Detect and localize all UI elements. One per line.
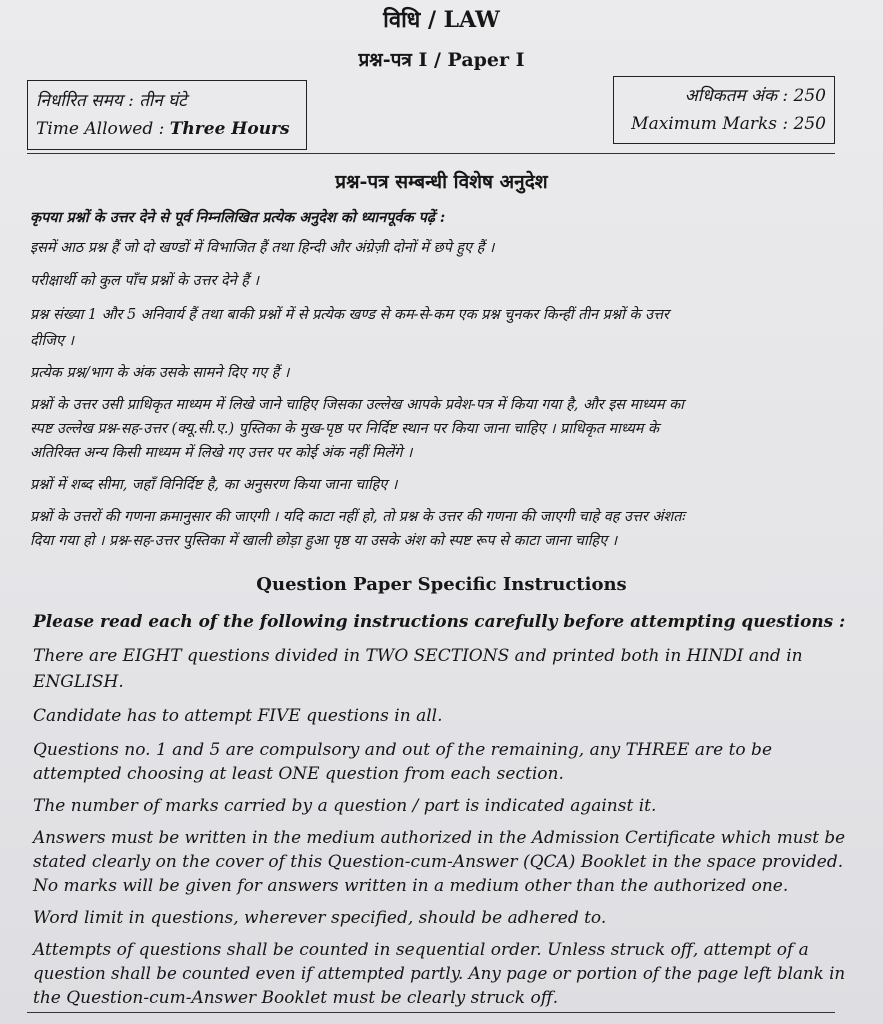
hindi-line: दिया गया हो । प्रश्न-सह-उत्तर पुस्तिका में खाली छोड़ा हुआ पृष्ठ या उसके अंश को स्पष्ट रूप से काटा जाना चाहिए ।: [30, 533, 618, 549]
hindi-line: इसमें आठ प्रश्न हैं जो दो खण्डों में विभाजित हैं तथा हिन्दी और अंग्रेज़ी दोनों में छपे हुए हैं ।: [30, 240, 495, 256]
time-allowed-box: [27, 80, 307, 150]
header-divider: [27, 153, 835, 154]
maximum-marks-box: [613, 76, 835, 144]
time-allowed-english: [36, 115, 298, 143]
subject-title: विधि / LAW: [383, 7, 500, 33]
english-lead: Please read each of the following instructions carefully before attempting questions :: [33, 612, 846, 632]
english-line: Word limit in questions, wherever specified, should be adhered to.: [33, 908, 607, 928]
time-allowed-value: Three Hours: [169, 119, 290, 139]
english-line: There are EIGHT questions divided in TWO SECTIONS and printed both in HINDI and in: [33, 646, 803, 666]
english-line: Attempts of questions shall be counted in sequential order. Unless struck off, attempt of a: [33, 940, 809, 960]
english-line: Questions no. 1 and 5 are compulsory and out of the remaining, any THREE are to be: [33, 740, 773, 760]
english-line: stated clearly on the cover of this Question-cum-Answer (QCA) Booklet in the space provided.: [33, 852, 844, 872]
english-line: the Question-cum-Answer Booklet must be clearly struck off.: [33, 988, 559, 1008]
english-line: No marks will be given for answers written in a medium other than the authorized one.: [33, 876, 789, 896]
hindi-line: अतिरिक्त अन्य किसी माध्यम में लिखे गए उत्तर पर कोई अंक नहीं मिलेंगे ।: [30, 445, 413, 461]
english-line: attempted choosing at least ONE question from each section.: [33, 764, 564, 784]
maximum-marks-english: Maximum Marks : 250: [631, 114, 826, 134]
english-line: Answers must be written in the medium authorized in the Admission Certificate which must be: [33, 828, 846, 848]
hindi-line: प्रश्नों में शब्द सीमा, जहाँ विनिर्दिष्ट है, का अनुसरण किया जाना चाहिए ।: [30, 477, 398, 493]
english-line: Candidate has to attempt FIVE questions in all.: [33, 706, 443, 726]
hindi-instructions-heading: प्रश्न-पत्र सम्बन्धी विशेष अनुदेश: [335, 171, 548, 193]
hindi-line: परीक्षार्थी को कुल पाँच प्रश्नों के उत्तर देने हैं ।: [30, 273, 259, 289]
hindi-line: प्रश्नों के उत्तर उसी प्राधिकृत माध्यम में लिखे जाने चाहिए जिसका उल्लेख आपके प्रवेश-पत्र में किया गया है, और इस माध्यम का: [30, 397, 684, 413]
maximum-marks-hindi: अधिकतम अंक : 250: [684, 86, 826, 106]
english-line: ENGLISH.: [33, 672, 124, 692]
time-allowed-label: Time Allowed :: [36, 119, 170, 139]
english-line: question shall be counted even if attempted partly. Any page or portion of the page left blank in: [33, 964, 846, 984]
footer-divider: [27, 1012, 835, 1013]
paper-title: प्रश्न-पत्र I / Paper I: [358, 49, 525, 71]
time-allowed-hindi: निर्धारित समय : तीन घंटे: [36, 91, 187, 111]
hindi-line: स्पष्ट उल्लेख प्रश्न-सह-उत्तर (क्यू.सी.ए.) पुस्तिका के मुख-पृष्ठ पर निर्दिष्ट स्थान पर किया जाना चाहिए । प्राधिकृत माध्यम के: [30, 421, 660, 437]
english-line: The number of marks carried by a question / part is indicated against it.: [33, 796, 657, 816]
hindi-line: प्रश्न संख्या 1 और 5 अनिवार्य हैं तथा बाकी प्रश्नों में से प्रत्येक खण्ड से कम-से-कम एक प्रश्न चुनकर किन्हीं तीन प्रश्नों के उत्तर: [30, 307, 669, 323]
hindi-line: प्रश्नों के उत्तरों की गणना क्रमानुसार की जाएगी । यदि काटा नहीं हो, तो प्रश्न के उत्तर की गणना की जाएगी चाहे वह उत्तर अंशतः: [30, 509, 685, 525]
hindi-line: दीजिए ।: [30, 333, 74, 349]
hindi-lead: कृपया प्रश्नों के उत्तर देने से पूर्व निम्नलिखित प्रत्येक अनुदेश को ध्यानपूर्वक पढ़ें :: [30, 209, 446, 226]
english-instructions-heading: Question Paper Specific Instructions: [256, 574, 627, 595]
hindi-line: प्रत्येक प्रश्न/भाग के अंक उसके सामने दिए गए हैं ।: [30, 365, 290, 381]
